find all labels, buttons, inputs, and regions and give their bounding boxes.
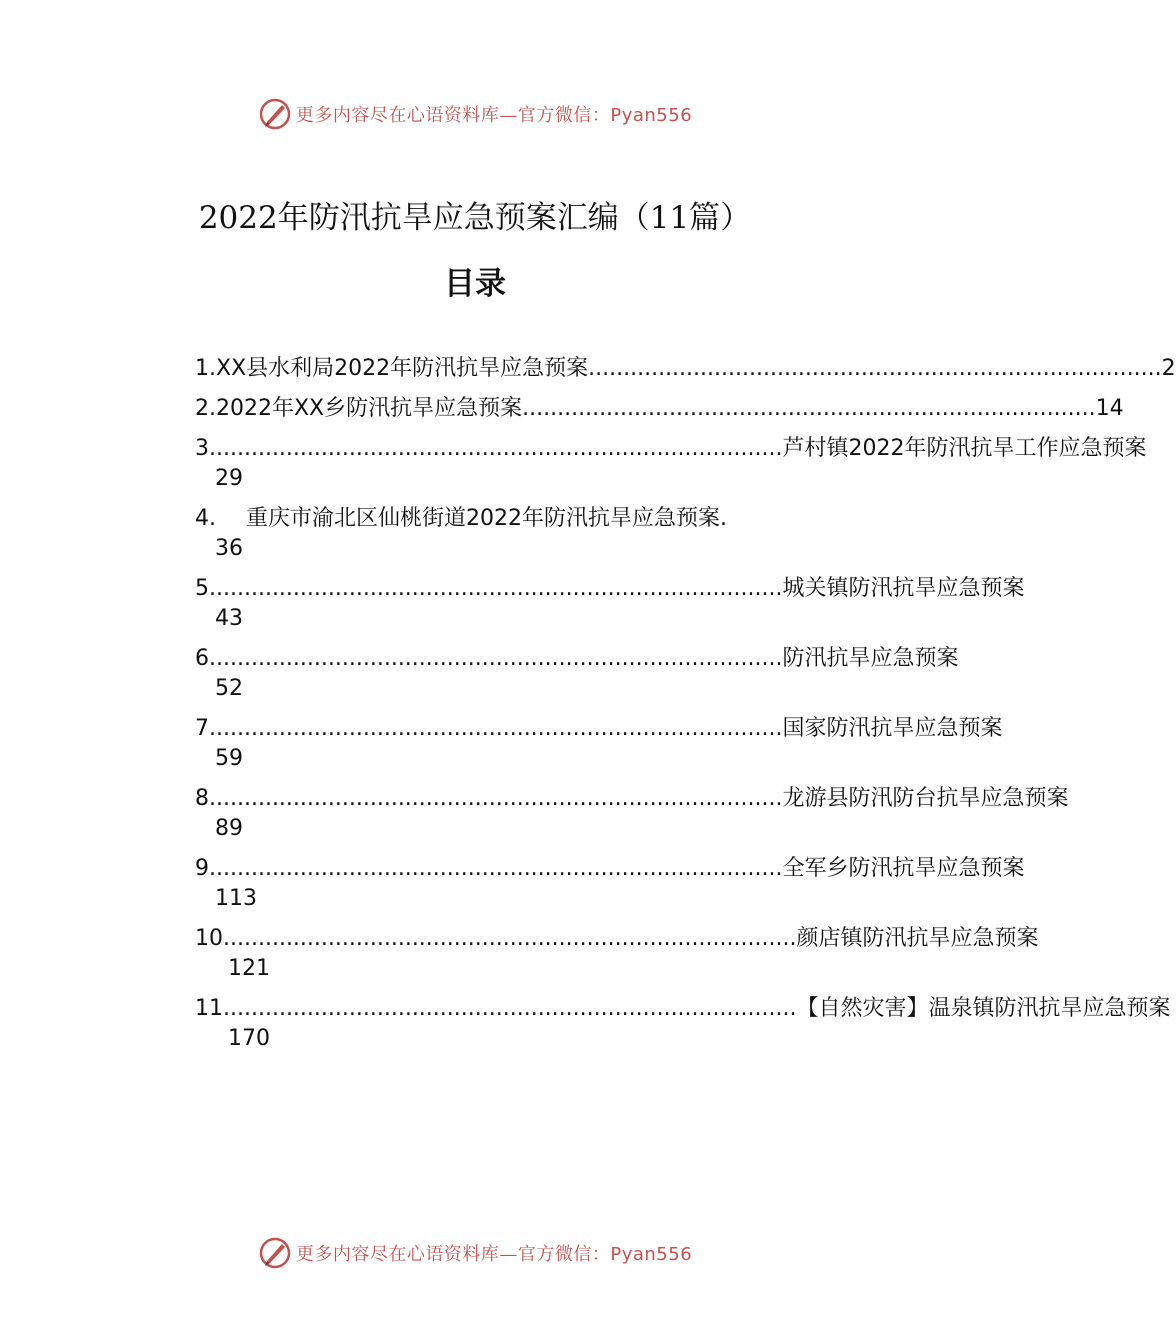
toc-page: 59 (215, 746, 243, 771)
toc-number: 4. (195, 506, 216, 531)
toc-title: XX县水利局2022年防汛抗旱应急预案 (216, 356, 589, 381)
toc-number: 8 (195, 786, 209, 811)
toc-entry[interactable] (195, 714, 1003, 774)
toc-leader-dots: .................................................................................. (209, 436, 783, 461)
banner-text: 更多内容尽在心语资料库—官方微信：Pyan556 (295, 1244, 693, 1265)
table-of-contents (195, 354, 1176, 1064)
toc-page: 36 (215, 536, 243, 561)
toc-entry[interactable] (195, 644, 959, 704)
toc-number: 3 (195, 436, 209, 461)
toc-leader-dots: .................................................................................. (209, 856, 783, 881)
toc-leader-dots: .................................................................................. (223, 926, 797, 951)
toc-entry[interactable] (195, 994, 1171, 1054)
document-title: 2022年防汛抗旱应急预案汇编（11篇） (198, 200, 752, 236)
toc-number: 7 (195, 716, 209, 741)
toc-title: 颜店镇防汛抗旱应急预案 (796, 926, 1039, 951)
toc-entry[interactable] (195, 394, 1124, 424)
toc-page: 170 (228, 1026, 270, 1051)
toc-title: 全军乡防汛抗旱应急预案 (782, 856, 1025, 881)
toc-number: 1. (195, 356, 216, 381)
toc-page: 113 (215, 886, 257, 911)
toc-entry[interactable] (195, 504, 807, 564)
toc-number: 9 (195, 856, 209, 881)
toc-leader-dots: .................................................................................. (588, 356, 1162, 381)
toc-title: 国家防汛抗旱应急预案 (782, 716, 1003, 741)
toc-entry[interactable] (195, 574, 1025, 634)
toc-title: 【自然灾害】温泉镇防汛抗旱应急预案 (796, 996, 1171, 1021)
toc-entry[interactable] (195, 354, 1176, 384)
header-banner (0, 94, 950, 134)
footer-banner (0, 1233, 950, 1273)
toc-title: 龙游县防汛防台抗旱应急预案 (782, 786, 1069, 811)
toc-title: 2022年XX乡防汛抗旱应急预案 (216, 396, 523, 421)
toc-leader-dots: .................................................................................. (209, 646, 783, 671)
toc-entry[interactable] (195, 924, 1039, 984)
toc-number: 5 (195, 576, 209, 601)
toc-title: 芦村镇2022年防汛抗旱工作应急预案 (782, 436, 1147, 461)
toc-leader-dots: .................................................................................. (209, 716, 783, 741)
toc-leader-dots: .................................................................................. (209, 786, 783, 811)
toc-page: 52 (215, 676, 243, 701)
toc-heading: 目录 (444, 266, 506, 302)
toc-page: 2 (1161, 356, 1176, 381)
toc-title: 防汛抗旱应急预案 (782, 646, 959, 671)
toc-page: 14 (1095, 396, 1124, 421)
toc-entry[interactable] (195, 434, 1147, 494)
toc-title: 城关镇防汛抗旱应急预案 (782, 576, 1025, 601)
banner-text: 更多内容尽在心语资料库—官方微信：Pyan556 (295, 105, 693, 126)
toc-number: 2. (195, 396, 216, 421)
toc-page: 29 (215, 466, 243, 491)
toc-number: 10 (195, 926, 223, 951)
pen-logo-icon (258, 1236, 292, 1270)
toc-leader-dots: .................................................................................. (223, 996, 797, 1021)
toc-number: 6 (195, 646, 209, 671)
toc-entry[interactable] (195, 854, 1025, 914)
toc-entry[interactable] (195, 784, 1069, 844)
wechat-id: Pyan556 (610, 105, 693, 126)
toc-title: 重庆市渝北区仙桃街道2022年防汛抗旱应急预案. (246, 506, 727, 531)
wechat-id: Pyan556 (610, 1244, 693, 1265)
toc-page: 121 (228, 956, 270, 981)
toc-number: 11 (195, 996, 223, 1021)
toc-page: 43 (215, 606, 243, 631)
toc-leader-dots: .................................................................................. (209, 576, 783, 601)
toc-page: 89 (215, 816, 243, 841)
pen-logo-icon (258, 97, 292, 131)
toc-leader-dots: .................................................................................. (522, 396, 1096, 421)
